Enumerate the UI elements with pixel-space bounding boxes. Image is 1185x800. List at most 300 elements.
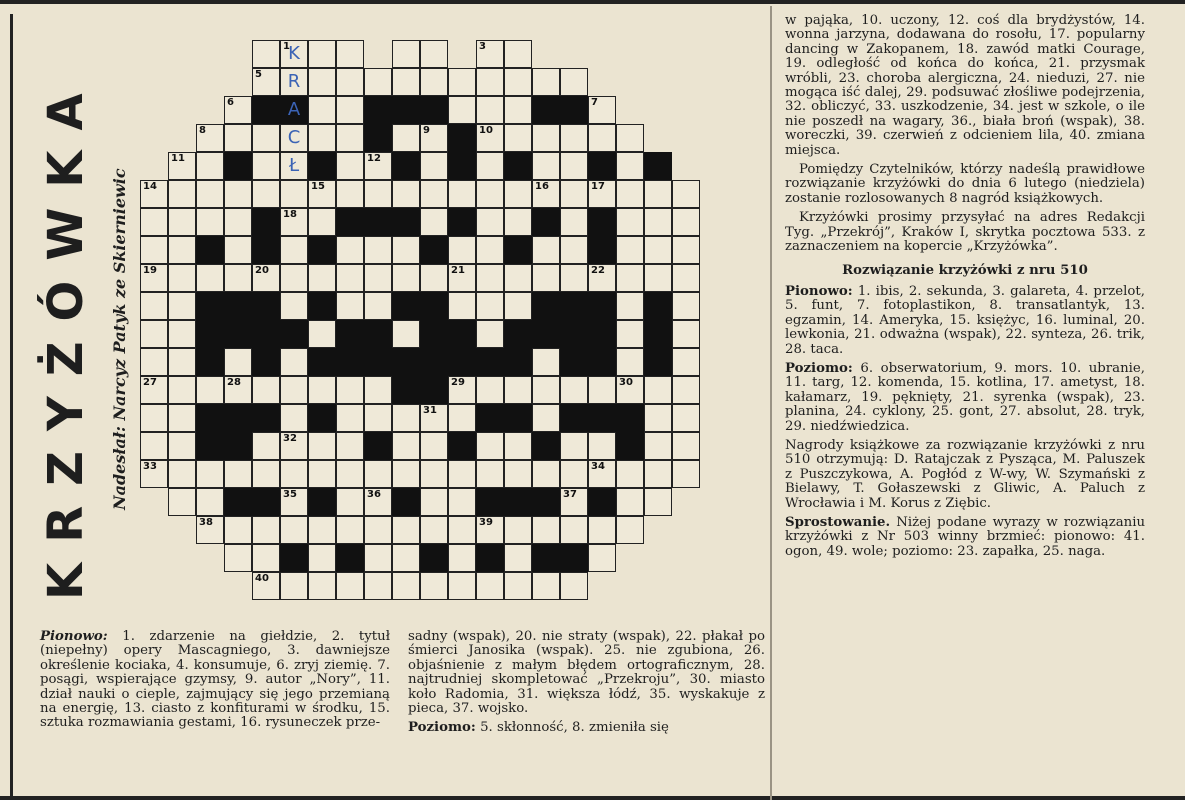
white-cell[interactable]: [168, 236, 196, 264]
white-cell[interactable]: [420, 180, 448, 208]
clue-number: 37: [563, 489, 577, 500]
white-cell[interactable]: [336, 124, 364, 152]
handwritten-letter: K: [288, 43, 300, 64]
white-cell[interactable]: [364, 488, 392, 516]
white-cell[interactable]: [672, 236, 700, 264]
black-cell: [532, 432, 560, 460]
black-cell: [224, 404, 252, 432]
white-cell[interactable]: [448, 404, 476, 432]
white-cell[interactable]: [420, 572, 448, 600]
white-cell[interactable]: [392, 572, 420, 600]
white-cell[interactable]: [308, 264, 336, 292]
black-cell: [364, 124, 392, 152]
white-cell[interactable]: [392, 40, 420, 68]
white-cell[interactable]: [392, 236, 420, 264]
white-cell[interactable]: [532, 152, 560, 180]
white-cell[interactable]: [168, 404, 196, 432]
white-cell[interactable]: [588, 460, 616, 488]
black-cell: [252, 488, 280, 516]
white-cell[interactable]: [504, 460, 532, 488]
white-cell[interactable]: [140, 208, 168, 236]
black-cell: [364, 208, 392, 236]
white-cell[interactable]: [336, 180, 364, 208]
black-cell: [196, 348, 224, 376]
black-cell: [196, 292, 224, 320]
white-cell[interactable]: [420, 404, 448, 432]
crossword-grid[interactable]: [140, 40, 700, 600]
white-cell[interactable]: [224, 236, 252, 264]
white-cell[interactable]: [560, 264, 588, 292]
white-cell[interactable]: [476, 516, 504, 544]
white-cell[interactable]: [672, 208, 700, 236]
white-cell[interactable]: [336, 96, 364, 124]
white-cell[interactable]: [280, 516, 308, 544]
white-cell[interactable]: [252, 432, 280, 460]
white-cell[interactable]: [476, 432, 504, 460]
white-cell[interactable]: [140, 320, 168, 348]
white-cell[interactable]: [476, 40, 504, 68]
white-cell[interactable]: [364, 544, 392, 572]
white-cell[interactable]: [196, 180, 224, 208]
white-cell[interactable]: [392, 404, 420, 432]
white-cell[interactable]: [252, 264, 280, 292]
white-cell[interactable]: [168, 208, 196, 236]
white-cell[interactable]: [280, 236, 308, 264]
white-cell[interactable]: [336, 40, 364, 68]
white-cell[interactable]: [392, 68, 420, 96]
white-cell[interactable]: [560, 68, 588, 96]
black-cell: [392, 348, 420, 376]
white-cell[interactable]: [448, 460, 476, 488]
white-cell[interactable]: [476, 96, 504, 124]
white-cell[interactable]: [168, 432, 196, 460]
white-cell[interactable]: [504, 124, 532, 152]
white-cell[interactable]: [504, 208, 532, 236]
white-cell[interactable]: [504, 180, 532, 208]
white-cell[interactable]: [560, 488, 588, 516]
white-cell[interactable]: [196, 488, 224, 516]
white-cell[interactable]: [336, 460, 364, 488]
white-cell[interactable]: [616, 124, 644, 152]
white-cell[interactable]: [616, 376, 644, 404]
white-cell[interactable]: [560, 152, 588, 180]
black-cell: [252, 404, 280, 432]
white-cell[interactable]: [252, 124, 280, 152]
white-cell[interactable]: [504, 68, 532, 96]
white-cell[interactable]: [252, 572, 280, 600]
white-cell[interactable]: [392, 320, 420, 348]
white-cell[interactable]: [364, 68, 392, 96]
white-cell[interactable]: [672, 264, 700, 292]
clue-number: 15: [311, 181, 325, 192]
white-cell[interactable]: [448, 544, 476, 572]
black-cell: [588, 320, 616, 348]
white-cell[interactable]: [252, 376, 280, 404]
white-cell[interactable]: [532, 516, 560, 544]
white-cell[interactable]: [336, 572, 364, 600]
white-cell[interactable]: [140, 180, 168, 208]
white-cell[interactable]: [560, 376, 588, 404]
white-cell[interactable]: [252, 544, 280, 572]
white-cell[interactable]: [588, 96, 616, 124]
white-cell[interactable]: [364, 376, 392, 404]
white-cell[interactable]: [616, 292, 644, 320]
black-cell: [392, 152, 420, 180]
white-cell[interactable]: [168, 460, 196, 488]
white-cell[interactable]: [672, 320, 700, 348]
white-cell[interactable]: [476, 152, 504, 180]
white-cell[interactable]: [616, 208, 644, 236]
white-cell[interactable]: [476, 124, 504, 152]
clue-number: 14: [143, 181, 157, 192]
white-cell[interactable]: [504, 292, 532, 320]
black-cell: [336, 544, 364, 572]
black-cell: [476, 348, 504, 376]
clue-number: 30: [619, 377, 633, 388]
white-cell[interactable]: [672, 376, 700, 404]
white-cell[interactable]: [644, 376, 672, 404]
white-cell[interactable]: [532, 264, 560, 292]
white-cell[interactable]: [168, 180, 196, 208]
white-cell[interactable]: [448, 264, 476, 292]
white-cell[interactable]: [448, 236, 476, 264]
white-cell[interactable]: [308, 124, 336, 152]
black-cell: [504, 348, 532, 376]
white-cell[interactable]: [560, 208, 588, 236]
white-cell[interactable]: [644, 236, 672, 264]
white-cell[interactable]: [588, 516, 616, 544]
white-cell[interactable]: [140, 404, 168, 432]
white-cell[interactable]: [364, 404, 392, 432]
white-cell[interactable]: [196, 516, 224, 544]
white-cell[interactable]: [644, 460, 672, 488]
white-cell[interactable]: [196, 376, 224, 404]
white-cell[interactable]: [532, 348, 560, 376]
white-cell[interactable]: [392, 180, 420, 208]
white-cell[interactable]: [616, 152, 644, 180]
white-cell[interactable]: [252, 516, 280, 544]
white-cell[interactable]: [336, 488, 364, 516]
white-cell[interactable]: [504, 264, 532, 292]
white-cell[interactable]: [224, 376, 252, 404]
white-cell[interactable]: [672, 432, 700, 460]
white-cell[interactable]: [196, 460, 224, 488]
white-cell[interactable]: [448, 96, 476, 124]
black-cell: [364, 320, 392, 348]
clue-number: 5: [255, 69, 262, 80]
white-cell[interactable]: [168, 292, 196, 320]
white-cell[interactable]: [280, 404, 308, 432]
white-cell[interactable]: [140, 432, 168, 460]
white-cell[interactable]: [196, 124, 224, 152]
white-cell[interactable]: [308, 572, 336, 600]
black-cell: [308, 348, 336, 376]
white-cell[interactable]: [308, 208, 336, 236]
white-cell[interactable]: [420, 460, 448, 488]
white-cell[interactable]: [672, 180, 700, 208]
white-cell[interactable]: [364, 180, 392, 208]
correction-label: Sprostowanie.: [785, 515, 891, 530]
prize-notice: Pomiędzy Czytelników, którzy nadeślą prawidłowe rozwiązanie krzyżówki do dnia 6 lutego (niedziela) zostanie rozlosowanych 8 nagród książkowych.: [785, 162, 1145, 206]
white-cell[interactable]: [308, 516, 336, 544]
white-cell[interactable]: [504, 40, 532, 68]
white-cell[interactable]: [644, 432, 672, 460]
white-cell[interactable]: [560, 432, 588, 460]
white-cell[interactable]: [168, 376, 196, 404]
white-cell[interactable]: [308, 432, 336, 460]
white-cell[interactable]: [448, 292, 476, 320]
white-cell[interactable]: [644, 488, 672, 516]
white-cell[interactable]: [420, 516, 448, 544]
white-cell[interactable]: [420, 68, 448, 96]
page-top-rule: [0, 0, 1185, 4]
white-cell[interactable]: [504, 544, 532, 572]
white-cell[interactable]: [420, 264, 448, 292]
clue-number: 11: [171, 153, 185, 164]
white-cell[interactable]: [476, 292, 504, 320]
white-cell[interactable]: [224, 264, 252, 292]
white-cell[interactable]: [476, 180, 504, 208]
black-cell: [560, 292, 588, 320]
white-cell[interactable]: [560, 572, 588, 600]
white-cell[interactable]: [448, 68, 476, 96]
white-cell[interactable]: [308, 68, 336, 96]
white-cell[interactable]: [196, 208, 224, 236]
white-cell[interactable]: [364, 460, 392, 488]
clue-number: 22: [591, 265, 605, 276]
black-cell: [532, 96, 560, 124]
white-cell[interactable]: [224, 544, 252, 572]
black-cell: [392, 292, 420, 320]
white-cell[interactable]: [476, 68, 504, 96]
white-cell[interactable]: [476, 376, 504, 404]
white-cell[interactable]: [672, 348, 700, 376]
white-cell[interactable]: [476, 208, 504, 236]
white-cell[interactable]: [448, 376, 476, 404]
white-cell[interactable]: [308, 180, 336, 208]
white-cell[interactable]: [168, 152, 196, 180]
white-cell[interactable]: [616, 348, 644, 376]
white-cell[interactable]: [336, 264, 364, 292]
white-cell[interactable]: [140, 236, 168, 264]
white-cell[interactable]: [616, 180, 644, 208]
white-cell[interactable]: [196, 264, 224, 292]
white-cell[interactable]: [336, 516, 364, 544]
white-cell[interactable]: [224, 124, 252, 152]
white-cell[interactable]: [336, 376, 364, 404]
clue-number: 36: [367, 489, 381, 500]
white-cell[interactable]: [168, 348, 196, 376]
white-cell[interactable]: [504, 572, 532, 600]
white-cell[interactable]: [476, 236, 504, 264]
white-cell[interactable]: [476, 572, 504, 600]
white-cell[interactable]: [308, 544, 336, 572]
white-cell[interactable]: [336, 292, 364, 320]
white-cell[interactable]: [560, 236, 588, 264]
black-cell: [588, 348, 616, 376]
white-cell[interactable]: [392, 432, 420, 460]
white-cell[interactable]: [588, 376, 616, 404]
white-cell[interactable]: [280, 264, 308, 292]
white-cell[interactable]: [336, 236, 364, 264]
white-cell[interactable]: [560, 180, 588, 208]
white-cell[interactable]: [280, 460, 308, 488]
white-cell[interactable]: [504, 96, 532, 124]
white-cell[interactable]: [420, 152, 448, 180]
white-cell[interactable]: [364, 292, 392, 320]
white-cell[interactable]: [588, 124, 616, 152]
white-cell[interactable]: [224, 348, 252, 376]
black-cell: [560, 96, 588, 124]
white-cell[interactable]: [672, 460, 700, 488]
white-cell[interactable]: [280, 572, 308, 600]
white-cell[interactable]: [392, 544, 420, 572]
white-cell[interactable]: [364, 264, 392, 292]
white-cell[interactable]: [336, 152, 364, 180]
white-cell[interactable]: [420, 208, 448, 236]
white-cell[interactable]: [224, 180, 252, 208]
white-cell[interactable]: [364, 516, 392, 544]
white-cell[interactable]: [336, 404, 364, 432]
white-cell[interactable]: [224, 516, 252, 544]
white-cell[interactable]: [224, 208, 252, 236]
white-cell[interactable]: [532, 68, 560, 96]
white-cell[interactable]: [140, 460, 168, 488]
white-cell[interactable]: [336, 432, 364, 460]
white-cell[interactable]: [672, 292, 700, 320]
clue-number: 39: [479, 517, 493, 528]
black-cell: [336, 348, 364, 376]
white-cell[interactable]: [140, 292, 168, 320]
black-cell: [308, 152, 336, 180]
white-cell[interactable]: [392, 264, 420, 292]
white-cell[interactable]: [140, 348, 168, 376]
white-cell[interactable]: [168, 264, 196, 292]
white-cell[interactable]: [252, 68, 280, 96]
white-cell[interactable]: [560, 460, 588, 488]
white-cell[interactable]: [392, 516, 420, 544]
white-cell[interactable]: [616, 488, 644, 516]
white-cell[interactable]: [588, 544, 616, 572]
black-cell: [448, 348, 476, 376]
white-cell[interactable]: [196, 152, 224, 180]
white-cell[interactable]: [168, 320, 196, 348]
white-cell[interactable]: [616, 516, 644, 544]
white-cell[interactable]: [532, 404, 560, 432]
white-cell[interactable]: [364, 236, 392, 264]
white-cell[interactable]: [616, 460, 644, 488]
white-cell[interactable]: [168, 488, 196, 516]
white-cell[interactable]: [280, 376, 308, 404]
white-cell[interactable]: [420, 124, 448, 152]
white-cell[interactable]: [252, 40, 280, 68]
white-cell[interactable]: [588, 180, 616, 208]
white-cell[interactable]: [504, 516, 532, 544]
black-cell: [308, 488, 336, 516]
white-cell[interactable]: [560, 124, 588, 152]
white-cell[interactable]: [532, 460, 560, 488]
white-cell[interactable]: [224, 460, 252, 488]
black-cell: [336, 320, 364, 348]
white-cell[interactable]: [308, 460, 336, 488]
white-cell[interactable]: [224, 96, 252, 124]
black-cell: [560, 544, 588, 572]
white-cell[interactable]: [532, 180, 560, 208]
white-cell[interactable]: [616, 264, 644, 292]
white-cell[interactable]: [252, 460, 280, 488]
white-cell[interactable]: [308, 96, 336, 124]
white-cell[interactable]: [280, 432, 308, 460]
white-cell[interactable]: [280, 292, 308, 320]
black-cell: [476, 488, 504, 516]
white-cell[interactable]: [336, 68, 364, 96]
white-cell[interactable]: [252, 152, 280, 180]
white-cell[interactable]: [280, 348, 308, 376]
white-cell[interactable]: [364, 152, 392, 180]
white-cell[interactable]: [532, 572, 560, 600]
white-cell[interactable]: [476, 264, 504, 292]
white-cell[interactable]: [448, 516, 476, 544]
white-cell[interactable]: [420, 432, 448, 460]
black-cell: [224, 292, 252, 320]
white-cell[interactable]: [392, 460, 420, 488]
white-cell[interactable]: [476, 460, 504, 488]
clue-number: 12: [367, 153, 381, 164]
handwritten-letter: A: [287, 99, 301, 120]
black-cell: [196, 236, 224, 264]
white-cell[interactable]: [392, 124, 420, 152]
white-cell[interactable]: [672, 404, 700, 432]
white-cell[interactable]: [644, 208, 672, 236]
white-cell[interactable]: [448, 572, 476, 600]
white-cell[interactable]: [644, 404, 672, 432]
white-cell[interactable]: [140, 376, 168, 404]
white-cell[interactable]: [532, 376, 560, 404]
white-cell[interactable]: [504, 376, 532, 404]
white-cell[interactable]: [420, 40, 448, 68]
white-cell[interactable]: [504, 432, 532, 460]
white-cell[interactable]: [308, 320, 336, 348]
white-cell[interactable]: [644, 264, 672, 292]
white-cell[interactable]: [532, 124, 560, 152]
black-cell: [588, 236, 616, 264]
clue-number: 6: [227, 97, 234, 108]
white-cell[interactable]: [448, 180, 476, 208]
white-cell[interactable]: [420, 488, 448, 516]
white-cell[interactable]: [588, 432, 616, 460]
white-cell[interactable]: [140, 264, 168, 292]
clue-number: 16: [535, 181, 549, 192]
white-cell[interactable]: [616, 320, 644, 348]
white-cell[interactable]: [308, 376, 336, 404]
white-cell[interactable]: [364, 572, 392, 600]
white-cell[interactable]: [280, 180, 308, 208]
black-cell: [252, 348, 280, 376]
white-cell[interactable]: [644, 180, 672, 208]
white-cell[interactable]: [280, 488, 308, 516]
white-cell[interactable]: [476, 320, 504, 348]
black-cell: [588, 292, 616, 320]
white-cell[interactable]: [252, 180, 280, 208]
white-cell[interactable]: [560, 516, 588, 544]
white-cell[interactable]: [588, 264, 616, 292]
pionowo-clues-part2: sadny (wspak), 20. nie straty (wspak), 22. płakał po śmierci Janosika (wspak). 25. nie zgubiona, 26. objaśnienie z małym błędem ortograficznym, 28. najtrudniej skompletować „Przekroju”, 30. miasto koło Radomia, 31. większa łódź, 35. wyskakuje z pieca, 37. wojsko.: [408, 629, 765, 717]
white-cell[interactable]: [532, 236, 560, 264]
white-cell[interactable]: [616, 236, 644, 264]
white-cell[interactable]: [308, 40, 336, 68]
white-cell[interactable]: [448, 488, 476, 516]
white-cell[interactable]: [280, 208, 308, 236]
